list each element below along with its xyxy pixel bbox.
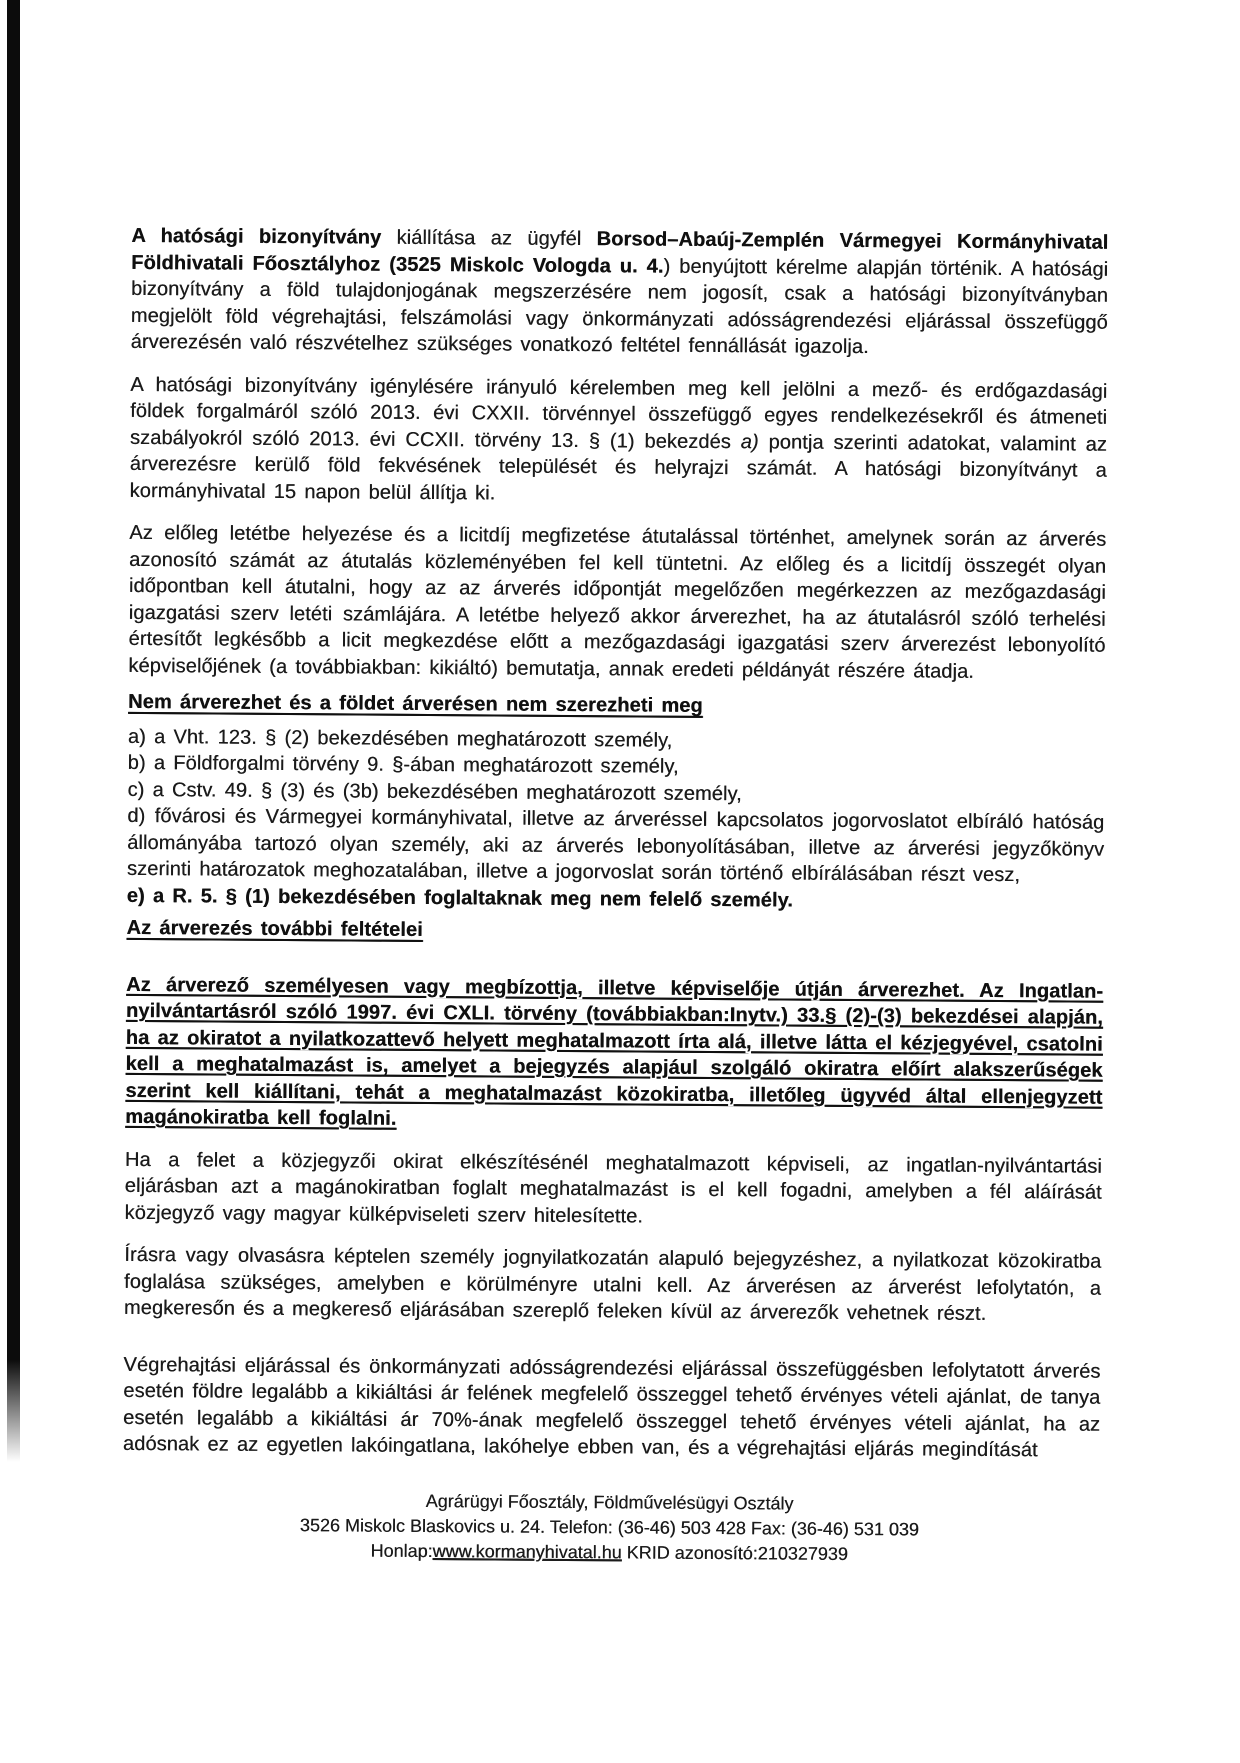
document-body-text <box>123 223 1109 1464</box>
list-item: a) a Vht. 123. § (2) bekezdésében meghatározott személy, <box>127 725 673 752</box>
text-run: Nem árverezhet és a földet árverésen nem szerezheti meg <box>128 690 703 717</box>
section-heading-1 <box>128 689 1105 722</box>
text-run: Ha a felet a közjegyzői okirat elkészítésénél meghatalmazott képviseli, az ingatlan-nyilvántartási eljárásban azt a magánokiratban foglalt meghatalmazást is el kell fogadni, amelyben a fél aláírását közjegyző vagy magyar külképviseleti szerv hitelesítette. <box>124 1148 1102 1228</box>
paragraph-unable-to-read-write <box>124 1242 1102 1328</box>
document-footer <box>0 1486 1230 1570</box>
text-run: Végrehajtási eljárással és önkormányzati adósságrendezési eljárással összefüggésben lefolytatott árverés esetén földre legalább a kikiáltási ár felének megfelelő összeggel tehető érvényes vételi ajánlat, de tanya esetén legalább a kikiáltási ár 70%-ának megfelelő összeggel tehető érvényes vételi ajánlat, ha az adósnak ez az egyetlen lakóingatlana, lakóhelye ebben van, és a végrehajtási eljárás megindítását <box>122 1353 1101 1462</box>
footer-website-prefix: Honlap: <box>370 1540 433 1562</box>
text-run: a) <box>740 430 759 453</box>
text-run: pontja szerinti adatokat, valamint az árverezésre kerülő föld fekvésének települését és helyrajzi számát. A hatósági bizonyítványt a kormányhivatal 15 napon belül állítja ki. <box>129 430 1108 504</box>
list-item: d) fővárosi és Vármegyei kormányhivatal, illetve az árveréssel kapcsolatos jogorvoslatot elbíráló hatóság állományába tartozó olyan személy, aki az árverés lebonyolításában, illetve az árverési jegyzőkönyv szerinti határozatok meghozatalában, illetve a jogorvoslat során történő elbírálásában részt vesz, <box>126 804 1105 887</box>
paragraph-power-of-attorney-emphasized <box>125 971 1103 1137</box>
list-item: b) a Földforgalmi törvény 9. §-ában meghatározott személy, <box>127 751 679 778</box>
text-run: Írásra vagy olvasásra képtelen személy jognyilatkozatán alapuló bejegyzéshez, a nyilatkozat közokiratba foglalása szükséges, amelyben e körülményre utalni kell. Az árverésen az árverést lefolytatón, a megkeresőn és a megkereső eljárásában szereplő feleken kívül az árverezők vehetnek részt. <box>123 1243 1102 1325</box>
text-run: A hatósági bizonyítvány igénylésére irányuló kérelemben meg kell jelölni a mező- és erdőgazdasági földek forgalmáról szóló 2013. évi CXXII. törvénnyel összefüggő egyes rendelkezésekről és átmeneti szabályokról szóló 2013. évi CCXII. törvény 13. § (1) bekezdés <box>129 373 1108 453</box>
paragraph-notarial-deed <box>124 1146 1102 1232</box>
footer-address-line: 3526 Miskolc Blaskovics u. 24. Telefon: (36-46) 503 428 Fax: (36-46) 531 039 <box>299 1515 919 1540</box>
text-run: Borsod–Abaúj-Zemplén Vármegyei Kormányhivatal Földhivatali Főosztályhoz (3525 Miskolc Vologda u. 4. <box>131 228 1109 278</box>
text-run: Az árverező személyesen vagy megbízottja, illetve képviselője útján árverezhet. Az Ingatlan-nyilvántartásról szóló 1997. évi CXLI. törvény (továbbiakban:Inytv.) 33.§ (2)-(3) bekezdései alapján, ha az okiratot a nyilatkozattevő helyett meghatalmazott írta alá, illetve látta el kézjegyével, csatolni kell a meghatalmazást is, amelyet a bejegyzés alapjául szolgáló okiratra előírt alakszerűségek szerint kell kiállítani, tehát a meghatalmazást közokiratba, illetőleg ügyvéd által ellenjegyzett magánokiratba kell foglalni. <box>125 973 1104 1130</box>
paragraph-deposit-payment <box>128 520 1106 686</box>
text-run: ) benyújtott kérelme alapján történik. A hatósági bizonyítvány a föld tulajdonjogának megszerzésére nem jogosít, csak a hatósági bizonyítványban megjelölt föld végrehajtási, felszámolási vagy önkormányzati adósságrendezési eljárással összefüggő árverezésén való részvételhez szükséges vonatkozó feltétel fennállását igazolja. <box>130 255 1109 359</box>
text-run: A hatósági bizonyítvány <box>131 224 382 249</box>
paragraph-certificate-issue <box>131 223 1109 362</box>
list-item: c) a Cstv. 49. § (3) és (3b) bekezdésében meghatározott személy, <box>127 778 742 805</box>
text-run: Az előleg letétbe helyezése és a licitdíj megfizetése átutalással történhet, amelynek során az árverés azonosító számát az átutalás közleményében fel kell tüntetni. Az előleg és a licitdíj összegét olyan időpontban kell átutalni, hogy az az árverés időpontját megelőzően megérkezzen az mezőgazdasági igazgatási szerv letéti számlájára. A letétbe helyező akkor árverezhet, ha az átutalásról szóló terhelési értesítőt legkésőbb a licit megkezdése előtt a mezőgazdasági igazgatási szerv árverezést lebonyolító képviselőjének (a továbbiakban: kikiáltó) bemutatja, annak eredeti példányát részére átadja. <box>128 521 1107 683</box>
closing-paragraph <box>123 1351 1101 1464</box>
text-run: kiállítása az ügyfél <box>381 226 597 251</box>
paragraph-certificate-request <box>129 371 1107 510</box>
footer-department-line: Agrárügyi Főosztály, Földművelésügyi Osztály <box>425 1491 794 1514</box>
footer-krid-id: KRID azonosító:210327939 <box>621 1542 848 1564</box>
website-link[interactable]: www.kormanyhivatal.hu <box>432 1541 622 1563</box>
exclusion-list <box>127 723 1105 915</box>
list-item: e) a R. 5. § (1) bekezdésében foglaltaknak meg nem felelő személy. <box>126 884 794 912</box>
text-run: Az árverezés további feltételei <box>126 916 423 941</box>
section-heading-2 <box>126 915 1103 948</box>
